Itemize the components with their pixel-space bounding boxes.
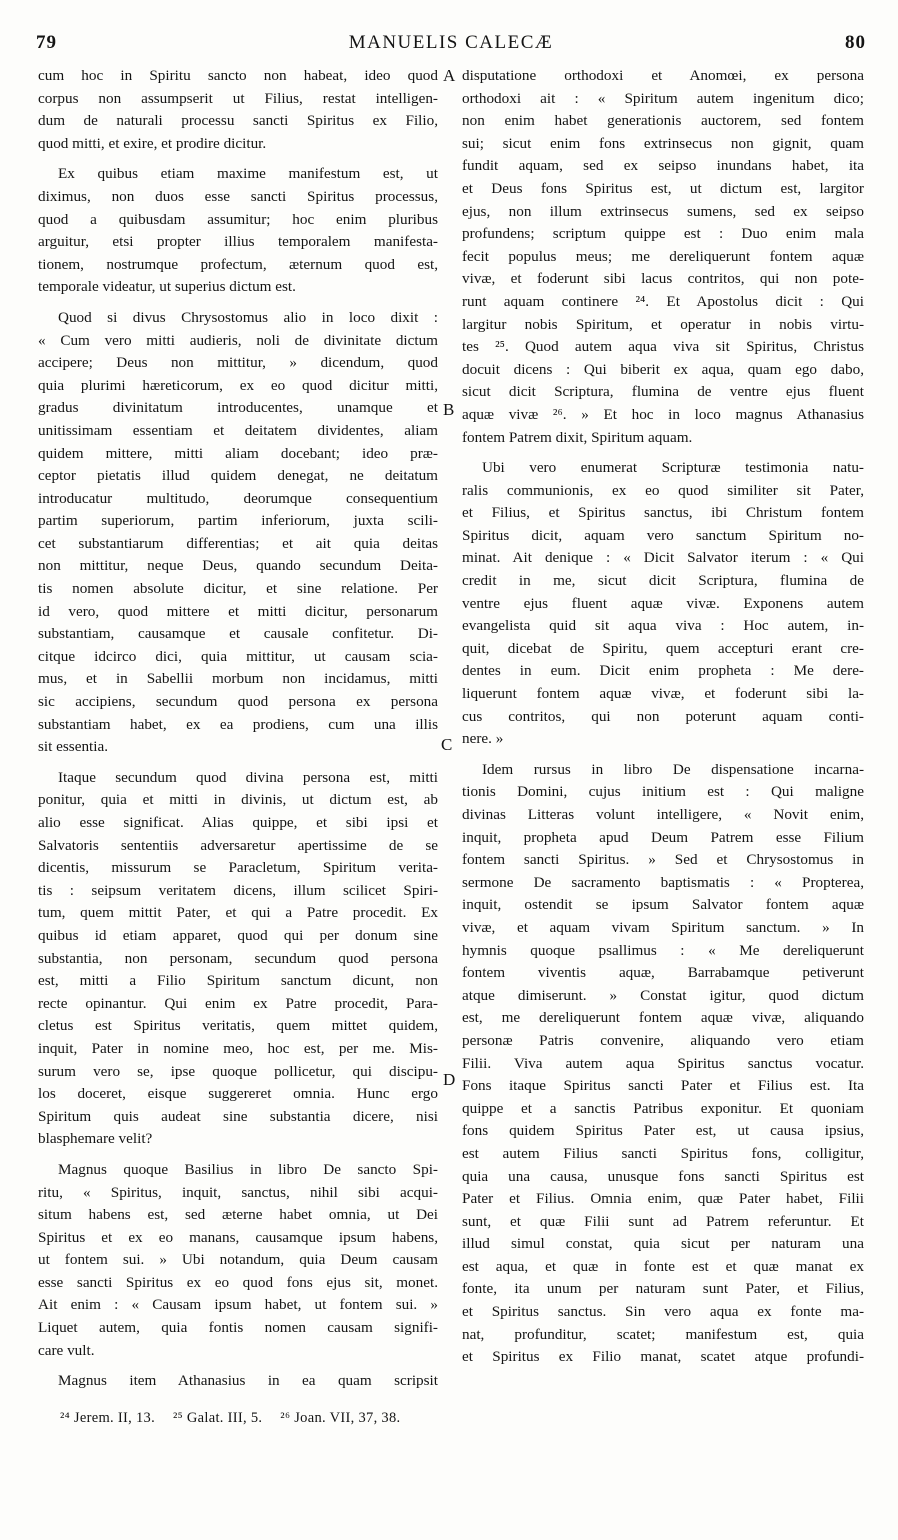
text-line: inquit, propheta apud Deum Patrem esse Filium [462,828,864,846]
text-line: fecit populus meus; me dereliquerunt fontem aquæ [462,247,864,265]
text-line: evangelista quid sit aqua viva : Hoc autem, in- [462,617,864,635]
text-line: quod mitti, et exire, et prodire dicitur. [38,134,267,152]
text-line: quod a quibusdam assumitur; hoc enim pluribus [38,210,438,228]
text-line: substantia, non personam, secundum quod persona [38,949,438,967]
text-line: quia una causa, unusque fons sancti Spiritus est [462,1167,864,1185]
text-line: credit in me, sicut dicit Scriptura, flumina de [462,572,864,590]
text-line: est, me dereliquerunt fontem aquæ vivæ, aliquando [462,1009,864,1027]
text-line: arguitur, etsi propter illius temporalem manifesta- [38,233,438,251]
text-line: docuit dicens : Qui biberit ex aqua, quam ego dabo, [462,360,864,378]
text-line: quidem mittere, mitti aliam docebant; ideo præ- [38,444,438,462]
text-line: runt aquam continere ²⁴. Et Apostolus dicit : Qui [462,292,864,310]
text-line: introducatur multitudo, deorumque consequentium [38,489,438,507]
text-line: fontem Patrem dixit, Spiritum aquam. [462,428,693,446]
text-line: illud simul constat, quia sicut per naturam una [462,1235,864,1253]
text-line: mus, et in Sabellii morbum non incidamus, mitti [38,670,438,688]
text-line: hymnis quoque psallimus : « Me dereliquerunt [462,941,864,959]
text-line: ponitur, quia et mitti in divinis, ut dictum est, ab [38,791,438,809]
text-line: et Filius, et Spiritus sanctus, ibi Christum fontem [462,504,864,522]
text-line: alio esse significat. Alias quippe, et sibi ipsi et [38,814,438,831]
text-line: recte opinantur. Qui enim ex Patre procedit, Para- [38,994,438,1012]
text-line: temporale videatur, ut superius dictum est. [38,278,296,296]
text-line: cus contritos, qui non poterunt aquam conti- [462,707,864,725]
text-line: et Spiritus ex Filio manat, scatet atque profundi- [462,1348,864,1366]
text-line: ut fontem sui. » Ubi notandum, quia Deum causam [38,1251,438,1269]
footnote-25: ²⁵ Galat. III, 5. [172,1410,263,1426]
text-line: surum vero se, ipse quoque pollicetur, qui discipu- [38,1062,438,1080]
text-line: accipere; Deus non mittitur, » dicendum, quod [38,354,438,372]
text-line: est aqua, et quæ in fonte est et quæ manat ex [462,1257,864,1275]
text-line: quibus id etiam apparet, quod qui per donum sine [38,926,438,944]
text-line: diximus, non duos esse sancti Spiritus processus, [38,187,438,205]
text-line: quippe et a sanctis Patribus exponitur. Et quoniam [462,1099,864,1117]
text-line: los doceret, eisque suggereret omnia. Hunc ergo [38,1085,438,1103]
footnote-26: ²⁶ Joan. VII, 37, 38. [280,1410,401,1426]
text-line: nere. » [462,730,504,748]
paragraph-gap [462,449,864,457]
text-line: Idem rursus in libro De dispensatione incarna- [482,760,864,778]
text-line: tes ²⁵. Quod autem aqua viva sit Spiritus, Christus [462,338,864,356]
text-line: tis : seipsum veritatem dicens, illum scilicet Spiri- [38,881,438,899]
text-line: substantiam habet, ex ea prodiens, cum una illis [38,715,438,733]
text-line: est autem Filius sancti Spiritus fons, colligitur, [462,1144,864,1162]
text-line: vivæ, et aquam vivam Spiritum sanctum. » In [462,918,864,936]
text-line: sicut dicit Scriptura, flumina de ventre ejus fluent [462,383,864,401]
section-marker-d: D [443,1070,456,1089]
footnotes [60,1410,760,1427]
text-line: ritu, « Spiritus, inquit, sanctus, nihil sibi acqui- [38,1183,438,1201]
text-line: sunt, et quæ Filii sunt ad Patrem referuntur. Et [462,1212,864,1230]
text-line: Magnus item Athanasius in ea quam scripsit [58,1372,438,1390]
text-line: disputatione orthodoxi et Anomœi, ex persona [462,67,864,84]
section-marker-b: B [443,400,455,419]
text-line: Pater et Filius. Omnia enim, quæ Pater habet, Filii [462,1190,864,1208]
text-line: sermone De sacramento baptismatis : « Propterea, [462,873,864,891]
text-line: Spiritus et ex eo manans, causamque ipsum habens, [38,1228,438,1246]
text-line: substantiam, causamque et causale confitetur. Di- [38,625,438,643]
running-title: MANUELIS CALECÆ [348,32,554,53]
text-line: Quod si divus Chrysostomus alio in loco dixit : [58,308,438,326]
text-line: sic accipiens, secundum quod persona ex persona [38,693,438,711]
text-line: care vult. [38,1341,95,1359]
text-line: inquit, ostendit se ipsum Salvator fontem aquæ [462,896,864,914]
text-line: Spiritum quis audeat sine substantia dicere, nisi [38,1107,438,1125]
text-line: quit, dicebat de Spiritu, quem accepturi erant cre- [462,639,864,657]
text-line: situm habens est, sed æterne habet omnia, ut Dei [38,1206,438,1224]
text-line: profundens; scriptum quippe est : Duo enim mala [462,225,864,243]
text-line: Itaque secundum quod divina persona est, mitti [58,768,438,786]
text-line: quia plurimi hæreticorum, ex eo quod dicitur mitti, [38,376,438,394]
text-line: non enim habet generationis auctorem, sed fontem [462,112,864,130]
left-column [38,65,438,1393]
text-line: nat, profunditur, scatet; manifestum est, quia [462,1325,864,1343]
text-line: blasphemare velit? [38,1130,153,1148]
right-column [462,65,864,1369]
text-line: fundit aquam, sed ex seipso inundans habet, ita [462,157,864,175]
text-line: Ait enim : « Causam ipsum habet, ut fontem sui. » [38,1296,438,1314]
text-line: ejus, non illum extrinsecus sumens, sed ex seipso [462,202,864,220]
text-line: ceptor pietatis illud quidem denegat, ne deitatum [38,467,438,485]
text-line: atque dimiserunt. » Constat igitur, quod dictum [462,986,864,1004]
text-line: fontem viventis aquæ, Barrabamque petiverunt [462,964,864,982]
text-line: fontem sancti Spiritus. » Sed et Chrysostomus in [462,851,864,869]
text-line: orthodoxi ait : « Spiritum autem ingenitum dico; [462,89,864,107]
paragraph-gap [38,759,438,767]
text-line: minat. Ait denique : « Dicit Salvator iterum : « Qui [462,549,864,567]
text-line: tum, quem mittit Pater, et qui a Patre procedit. Ex [38,904,438,922]
text-line: Spiritus dicit, aquam vero sanctum Spiritum no- [462,526,864,544]
page-number-right: 80 [845,32,866,53]
text-line: ventre ejus fluent aquæ vivæ. Exponens autem [462,594,864,612]
text-line: tis nomen absolute dicitur, et sine relatione. Per [38,580,438,598]
text-line: Ubi vero enumerat Scripturæ testimonia natu- [482,459,864,477]
text-line: tionis Domini, cujus initium est : Qui maligne [462,783,864,801]
text-line: fons quidem Spiritus Pater est, ut causa ipsius, [462,1122,864,1140]
text-line: Ex quibus etiam maxime manifestum est, ut [58,165,438,183]
paragraph-gap [462,751,864,759]
text-line: divinas Litteras volunt intelligere, « Novit enim, [462,806,864,823]
text-line: et Spiritus sanctus. Sin vero aqua ex fonte ma- [462,1303,864,1321]
text-line: sui; sicut enim fons extrinsecus non gignit, quam [462,134,864,152]
text-line: Magnus quoque Basilius in libro De sancto Spi- [58,1160,438,1178]
text-line: largitur nobis Spiritum, et operatur in nobis virtu- [462,315,864,333]
text-line: fonte, ita unum per naturam sunt Pater, et Filius, [462,1280,864,1298]
section-marker-c: C [441,735,453,754]
paragraph-gap [38,1151,438,1159]
text-line: dicentis, missurum se Paracletum, Spiritum verita- [38,859,438,877]
text-line: Salvatoris sententiis adversaretur apertissime de se [38,836,438,854]
text-line: sit essentia. [38,738,109,756]
text-line: inquit, Pater in nomine meo, hoc est, per me. Mis- [38,1039,438,1057]
paragraph-gap [38,155,438,163]
text-line: liquerunt fontem aquæ vivæ, et foderunt sibi la- [462,685,864,703]
text-line: Liquet autem, quia fontis nomen causam signifi- [38,1319,438,1337]
page-number-left: 79 [36,32,57,53]
text-line: citque idcirco dici, quia mittitur, ut causam scia- [38,647,438,665]
text-line: cum hoc in Spiritu sancto non habeat, ideo quod [38,67,438,84]
text-line: id vero, quod mittere et mitti dicitur, personarum [38,602,438,620]
text-line: cletus est Spiritus veritatis, quem mittet quidem, [38,1017,438,1035]
text-line: corpus non assumpserit ut Filius, restat intelligen- [38,89,438,107]
text-line: vivæ, et foderunt sibi lacus contritos, qui non pote- [462,270,864,288]
text-line: non mittitur, neque Deus, quando secundum Deita- [38,557,438,575]
text-line: et Deus fons Spiritus est, ut dictum est, largitor [462,179,864,197]
text-line: dum de naturali processu sancti Spiritus ex Filio, [38,112,438,130]
text-line: Fons itaque Spiritus sancti Pater et Filius est. Ita [462,1077,864,1095]
text-line: « Cum vero mitti audieris, noli de divinitate dictum [38,331,438,349]
text-line: ralis communionis, ex eo quod similiter sit Pater, [462,481,864,499]
running-header [36,32,866,60]
footnote-24: ²⁴ Jerem. II, 13. [60,1410,156,1426]
section-marker-a: A [443,66,456,85]
text-line: est, mitti a Filio Spiritum sanctum dicunt, non [38,972,438,990]
text-line: unitissimam essentiam et deitatem dividentes, aliam [38,421,438,439]
text-line: personæ Patris convenire, aliquando vero etiam [462,1031,864,1049]
text-line: aquæ vivæ ²⁶. » Et hoc in loco magnus Athanasius [462,405,864,423]
text-line: esse sancti Spiritus ex eo quod fons ejus sit, monet. [38,1273,438,1291]
text-line: tionem, nostrumque profectum, æternum quod est, [38,255,438,273]
text-line: Filii. Viva autem aqua Spiritus sanctus vocatur. [462,1054,864,1072]
text-line: cet substantiarum differentias; et ait quia deitas [38,534,438,552]
text-line: gradus divinitatum introducentes, unamque et [38,399,438,417]
text-line: partim superiorum, partim inferiorum, juxta scili- [38,512,438,530]
paragraph-gap [38,299,438,307]
text-line: dentes in eum. Dicit enim propheta : Me dere- [462,662,864,680]
paragraph-gap [38,1362,438,1370]
